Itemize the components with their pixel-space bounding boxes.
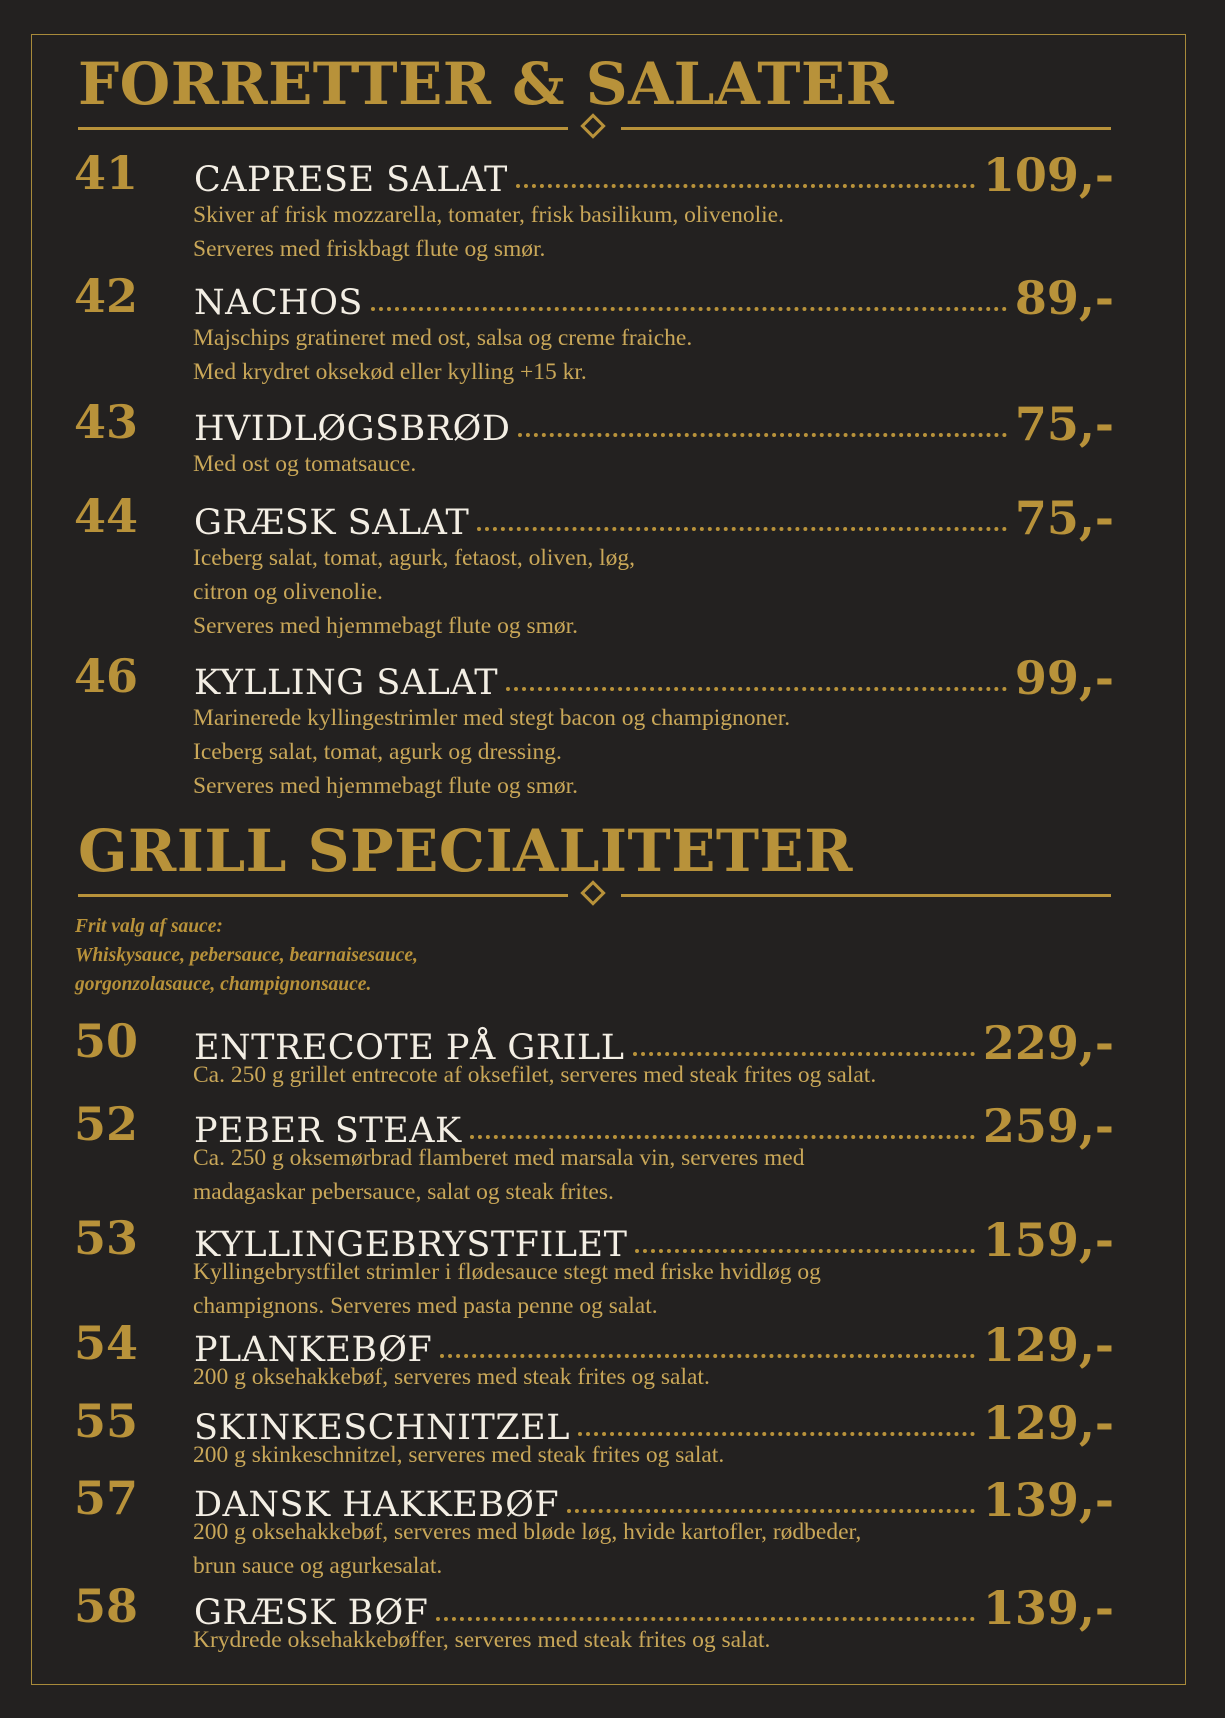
- item-number: 57: [74, 1471, 139, 1525]
- item-number: 52: [74, 1097, 139, 1151]
- section-title-starters: FORRETTER & SALATER: [78, 50, 895, 118]
- dot-leader: [633, 1052, 975, 1056]
- item-description: 200 g oksehakkebøf, serveres med steak frites og salat.: [193, 1364, 710, 1390]
- item-price: 159,-: [982, 1213, 1114, 1267]
- dot-leader: [436, 1617, 974, 1621]
- sauce-note: Frit valg af sauce: Whiskysauce, pebersauce, bearnaisesauce, gorgonzolasauce, champignonsauce.: [75, 916, 418, 995]
- section-title-grill: GRILL SPECIALITETER: [78, 817, 853, 885]
- item-description: Med ost og tomatsauce.: [193, 451, 417, 477]
- item-name: SKINKESCHNITZEL: [194, 1408, 570, 1448]
- item-description: Kyllingebrystfilet strimler i flødesauce stegt med friske hvidløg og champignons. Serveres med pasta penne og salat.: [193, 1259, 821, 1319]
- item-price: 139,-: [982, 1473, 1114, 1527]
- item-number: 58: [74, 1579, 139, 1633]
- dot-leader: [567, 1509, 975, 1513]
- item-number: 41: [74, 146, 139, 200]
- item-price: 229,-: [982, 1016, 1114, 1070]
- dot-leader: [470, 1135, 975, 1139]
- dot-leader: [371, 307, 1007, 311]
- item-price: 129,-: [982, 1318, 1114, 1372]
- dot-leader: [440, 1354, 975, 1358]
- item-number: 44: [74, 489, 139, 543]
- item-number: 50: [74, 1014, 139, 1068]
- dot-leader: [578, 1432, 975, 1436]
- dot-leader: [506, 687, 1007, 691]
- item-number: 54: [74, 1316, 139, 1370]
- dot-leader: [516, 184, 975, 188]
- item-name: DANSK HAKKEBØF: [194, 1485, 560, 1525]
- item-price: 75,-: [1014, 491, 1114, 545]
- item-price: 129,-: [982, 1396, 1114, 1450]
- item-description: Skiver af frisk mozzarella, tomater, frisk basilikum, olivenolie. Serveres med friskbagt flute og smør.: [193, 202, 784, 262]
- section-divider-starters: [78, 113, 1111, 143]
- section-divider-grill: [78, 880, 1111, 910]
- item-name: KYLLING SALAT: [194, 663, 499, 703]
- item-name: KYLLINGEBRYSTFILET: [194, 1225, 628, 1265]
- item-name: ENTRECOTE PÅ GRILL: [194, 1028, 625, 1068]
- item-description: 200 g oksehakkebøf, serveres med bløde løg, hvide kartofler, rødbeder, brun sauce og agurkesalat.: [193, 1519, 862, 1579]
- item-number: 53: [74, 1211, 139, 1265]
- dot-leader: [477, 527, 1007, 531]
- item-description: 200 g skinkeschnitzel, serveres med steak frites og salat.: [193, 1442, 725, 1468]
- item-description: Majschips gratineret med ost, salsa og creme fraiche. Med krydret oksekød eller kylling +15 kr.: [193, 325, 693, 385]
- item-name: PEBER STEAK: [194, 1111, 462, 1151]
- diamond-ornament-icon: [580, 113, 605, 138]
- item-price: 259,-: [982, 1099, 1114, 1153]
- item-description: Marinerede kyllingestrimler med stegt bacon og champignoner. Iceberg salat, tomat, agurk og dressing. Serveres med hjemmebagt flute og smør.: [193, 705, 791, 799]
- item-price: 139,-: [982, 1581, 1114, 1635]
- item-price: 109,-: [982, 148, 1114, 202]
- item-name: NACHOS: [194, 283, 363, 323]
- item-name: HVIDLØGSBRØD: [194, 409, 511, 449]
- item-price: 99,-: [1014, 651, 1114, 705]
- item-description: Ca. 250 g oksemørbrad flamberet med marsala vin, serveres med madagaskar pebersauce, salat og steak frites.: [193, 1145, 805, 1205]
- item-name: GRÆSK BØF: [194, 1593, 429, 1633]
- diamond-ornament-icon: [580, 880, 605, 905]
- item-name: GRÆSK SALAT: [194, 503, 470, 543]
- item-number: 42: [74, 269, 139, 323]
- item-price: 89,-: [1014, 271, 1114, 325]
- item-description: Ca. 250 g grillet entrecote af oksefilet, serveres med steak frites og salat.: [193, 1062, 877, 1088]
- item-price: 75,-: [1014, 397, 1114, 451]
- item-number: 55: [74, 1394, 139, 1448]
- dot-leader: [518, 433, 1006, 437]
- item-description: Krydrede oksehakkebøffer, serveres med steak frites og salat.: [193, 1627, 771, 1653]
- item-name: CAPRESE SALAT: [194, 160, 508, 200]
- dot-leader: [635, 1249, 974, 1253]
- item-number: 43: [74, 395, 139, 449]
- item-name: PLANKEBØF: [194, 1330, 433, 1370]
- item-description: Iceberg salat, tomat, agurk, fetaost, oliven, løg, citron og olivenolie. Serveres med hjemmebagt flute og smør.: [193, 545, 636, 639]
- item-number: 46: [74, 649, 139, 703]
